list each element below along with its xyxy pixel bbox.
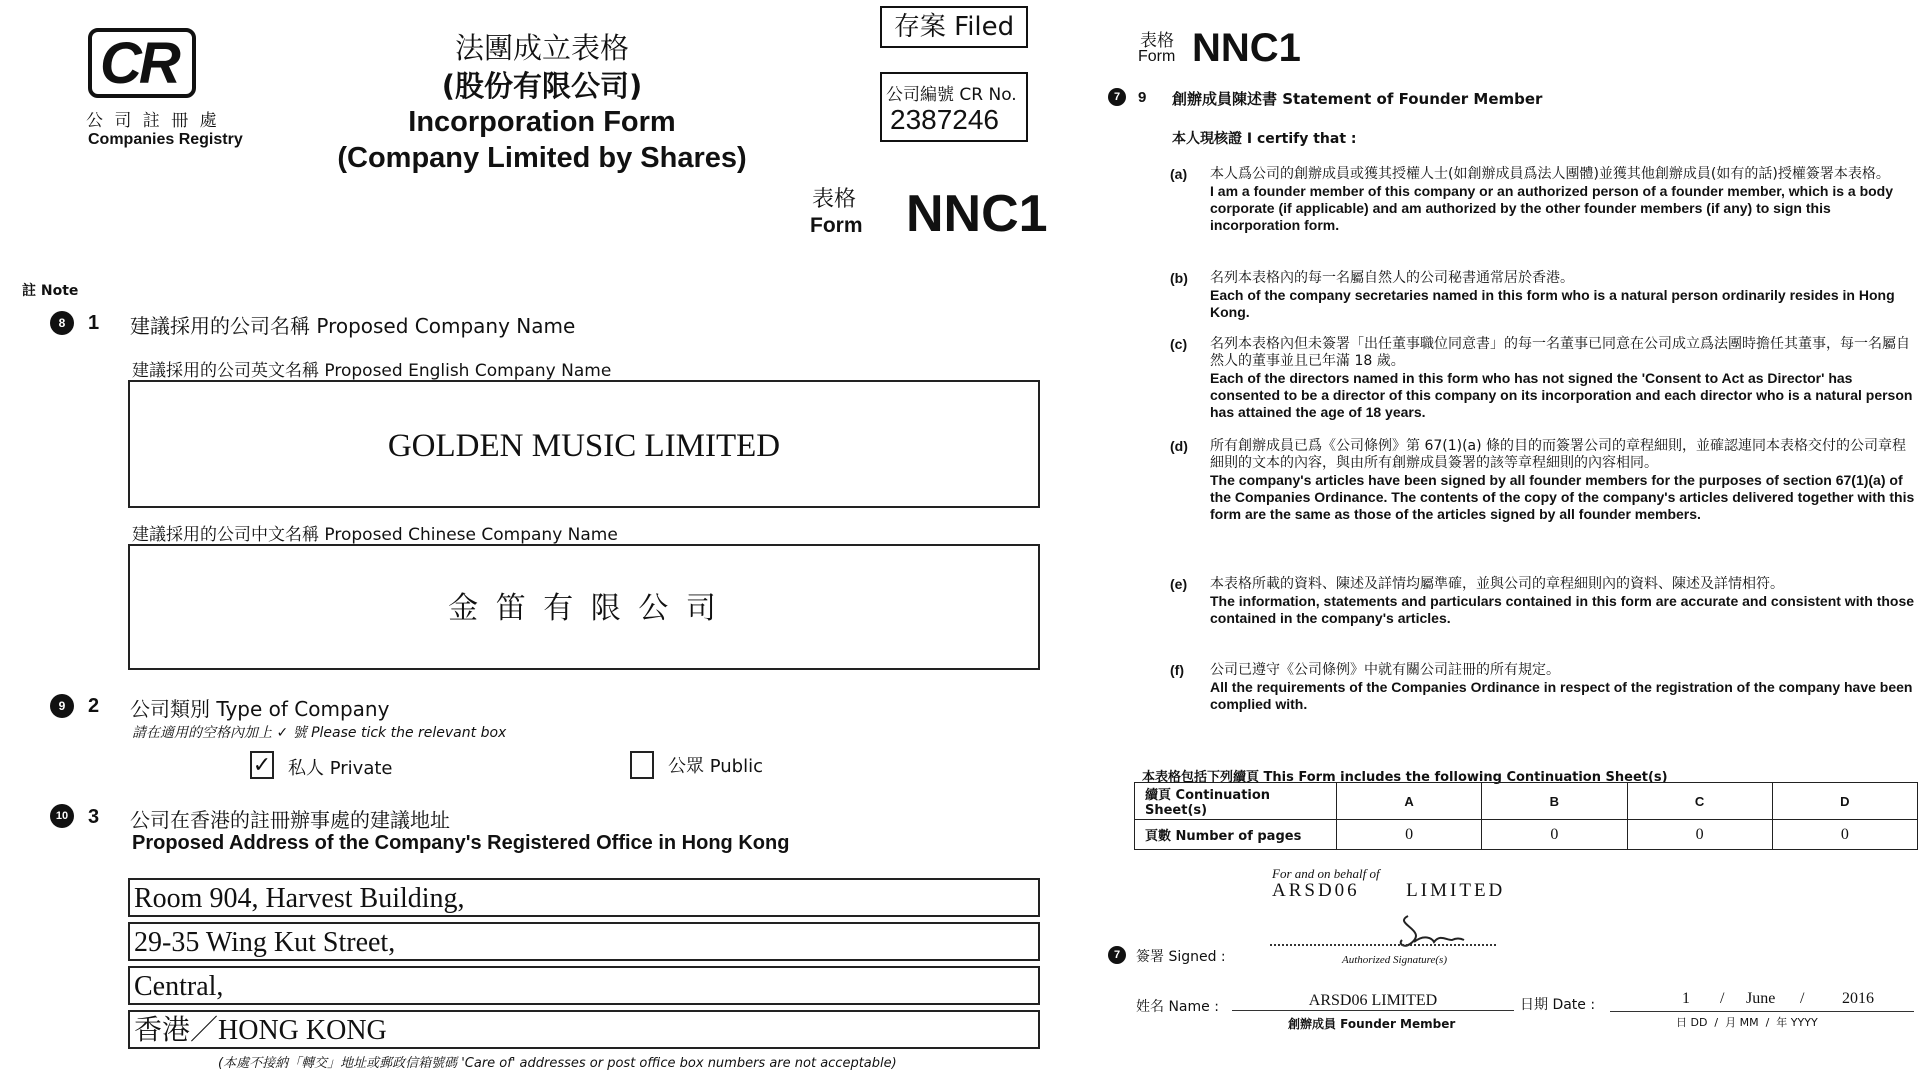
statement-item [1170, 576, 1918, 627]
title-english: Incorporation Form [408, 106, 676, 138]
note-badge-10: 10 [50, 804, 74, 828]
chinese-name-label: 建議採用的公司中文名稱 Proposed Chinese Company Name [132, 525, 618, 545]
statement-item-letter: (c) [1170, 336, 1188, 352]
section-9-number: 9 [1138, 89, 1147, 106]
form-code: NNC1 [906, 185, 1048, 243]
address-line-4: 香港／HONG KONG [128, 1010, 1040, 1049]
founder-member-caption: 創辦成員 Founder Member [1288, 1017, 1456, 1031]
statement-item-chinese: 所有創辦成員已爲《公司條例》第 67(1)(a) 條的目的而簽署公司的章程細則，並確認連同本表格交付的公司章程細則的文本的內容，與由所有創辦成員簽署的該等章程細則的內容相同。 [1210, 438, 1907, 471]
name-label: 姓名 Name : [1136, 999, 1219, 1015]
certify-text: 本人現核證 I certify that : [1172, 131, 1357, 147]
cr-logo-text: CR [100, 31, 178, 96]
cr-no-value: 2387246 [890, 104, 1000, 135]
cr-no-label: 公司編號 CR No. [886, 85, 1017, 105]
right-form-label-chinese: 表格 [1140, 31, 1174, 51]
public-label: 公眾 Public [668, 756, 763, 777]
english-name-value: GOLDEN MUSIC LIMITED [387, 428, 781, 464]
section-1-title-text: 建議採用的公司名稱 Proposed Company Name [130, 314, 576, 338]
cr-no-box [880, 72, 1028, 142]
address-line-1: Room 904, Harvest Building, [128, 878, 1040, 917]
private-check-mark: ✓ [252, 752, 272, 777]
pages-a: 0 [1337, 820, 1482, 850]
english-name-field [128, 380, 1040, 508]
section-3-number: 3 [88, 806, 100, 828]
public-checkbox[interactable] [630, 751, 654, 779]
cr-logo [88, 28, 196, 98]
section-9-title: 創辦成員陳述書 Statement of Founder Member [1172, 90, 1543, 108]
signed-label: 簽署 Signed : [1136, 949, 1226, 965]
statement-item-chinese: 本人爲公司的創辦成員或獲其授權人士(如創辦成員爲法人團體)並獲其他創辦成員(如有的話)授權簽署本表格。 [1210, 166, 1890, 182]
statement-item-english: All the requirements of the Companies Ordinance in respect of the registration of the company have been complied with. [1210, 679, 1913, 712]
statement-item-chinese: 名列本表格內但未簽署「出任董事職位同意書」的每一名董事已同意在公司成立爲法團時擔任其董事，每一名屬自然人的董事並且已年滿 18 歲。 [1210, 336, 1910, 369]
behalf-company: ARSD06 LIMITED [1272, 880, 1506, 901]
continuation-table [1134, 782, 1918, 850]
table-row [1135, 820, 1918, 850]
column-c: C [1627, 783, 1772, 820]
statement-item-letter: (a) [1170, 166, 1188, 182]
column-b: B [1482, 783, 1627, 820]
statement-item-chinese: 公司已遵守《公司條例》中就有關公司註冊的所有規定。 [1210, 662, 1560, 678]
note-label: 註 Note [22, 283, 79, 299]
private-checkbox[interactable] [250, 751, 274, 779]
signature-line [1270, 944, 1496, 946]
title-english-sub: (Company Limited by Shares) [337, 142, 747, 174]
filed-stamp-text: 存案 Filed [893, 12, 1015, 42]
statement-item [1170, 166, 1918, 234]
date-format-caption: 日 DD / 月 MM / 年 YYYY [1676, 1016, 1818, 1029]
statement-item-letter: (b) [1170, 270, 1188, 286]
continuation-row-label: 續頁 Continuation Sheet(s) [1135, 783, 1337, 820]
section-3-title-chinese: 公司在香港的註冊辦事處的建議地址 [130, 808, 450, 832]
address-line-3: Central, [128, 966, 1040, 1005]
date-label: 日期 Date : [1520, 997, 1596, 1013]
pages-c: 0 [1627, 820, 1772, 850]
note-badge-7-signature: 7 [1108, 946, 1126, 964]
form-label-chinese: 表格 [812, 187, 857, 212]
column-a: A [1337, 783, 1482, 820]
section-2-title: 公司類別 Type of Company [130, 697, 390, 721]
english-name-label: 建議採用的公司英文名稱 Proposed English Company Name [132, 361, 612, 381]
date-year: 2016 [1842, 990, 1874, 1007]
registry-english: Companies Registry [88, 131, 243, 148]
chinese-name-value: 金 笛 有 限 公 司 [448, 591, 720, 626]
authorized-signature-caption: Authorized Signature(s) [1342, 954, 1447, 966]
statement-item-chinese: 名列本表格內的每一名屬自然人的公司秘書通常居於香港。 [1210, 270, 1574, 286]
continuation-caption: 本表格包括下列續頁 This Form includes the following Continuation Sheet(s) [1142, 770, 1668, 785]
statement-item [1170, 336, 1918, 421]
private-label: 私人 Private [288, 758, 393, 779]
registry-chinese: 公 司 註 冊 處 [86, 111, 220, 131]
date-field: 1 / June / 2016 [1610, 990, 1914, 1012]
statement-item-letter: (f) [1170, 662, 1184, 678]
pages-d: 0 [1772, 820, 1917, 850]
note-badge-8: 8 [50, 311, 74, 335]
pages-b: 0 [1482, 820, 1627, 850]
statement-item-letter: (d) [1170, 438, 1188, 454]
right-form-code: NNC1 [1192, 26, 1301, 70]
section-2-instruction: 請在適用的空格內加上 ✓ 號 Please tick the relevant box [132, 725, 507, 741]
statement-item-english: Each of the directors named in this form who has not signed the 'Consent to Act as Director' has consented to be a director of this company on its incorporation and each director who is a natural person has attained the age of 18 years. [1210, 370, 1913, 420]
statement-item [1170, 438, 1918, 523]
statement-item-chinese: 本表格所載的資料、陳述及詳情均屬準確，並與公司的章程細則內的資料、陳述及詳情相符。 [1210, 576, 1784, 592]
section-1-title [130, 310, 575, 339]
statement-item-english: The information, statements and particulars contained in this form are accurate and consistent with those contained in the company's articles. [1210, 593, 1915, 626]
address-footnote: (本處不接納「轉交」地址或郵政信箱號碼 'Care of' addresses or post office box numbers are not acceptable) [218, 1056, 897, 1071]
pages-row-label: 頁數 Number of pages [1135, 820, 1337, 850]
date-day: 1 [1682, 990, 1690, 1007]
statement-item-english: The company's articles have been signed by all founder members for the purposes of section 67(1)(a) of the Companies Ordinance. The contents of the copy of the company's articles delivered together with this form are the same as those of the articles signed by all founder members. [1210, 472, 1915, 522]
title-chinese-sub: (股份有限公司) [441, 69, 643, 103]
filed-stamp [880, 6, 1028, 48]
section-3-title-english: Proposed Address of the Company's Registered Office in Hong Kong [132, 832, 790, 854]
statement-item [1170, 270, 1918, 321]
title-chinese: 法團成立表格 [454, 31, 629, 65]
statement-item-english: Each of the company secretaries named in this form who is a natural person ordinarily resides in Hong Kong. [1210, 287, 1895, 320]
section-1-number: 1 [88, 312, 100, 334]
name-value: ARSD06 LIMITED [1232, 992, 1514, 1011]
chinese-name-field [128, 544, 1040, 670]
form-label-english: Form [810, 214, 863, 237]
table-row [1135, 783, 1918, 820]
note-badge-7: 7 [1108, 88, 1126, 106]
section-2-number: 2 [88, 695, 100, 717]
address-line-2: 29-35 Wing Kut Street, [128, 922, 1040, 961]
right-form-label-english: Form [1138, 48, 1176, 65]
behalf-text: For and on behalf of [1272, 866, 1380, 881]
statement-item-letter: (e) [1170, 576, 1188, 592]
signature-mark [1390, 904, 1470, 954]
note-badge-9: 9 [50, 694, 74, 718]
date-month: June [1746, 990, 1776, 1007]
column-d: D [1772, 783, 1917, 820]
statement-item-english: I am a founder member of this company or an authorized person of a founder member, which is a body corporate (if applicable) and am authorized by the other founder members (if any) to sign this incorporation form. [1210, 183, 1894, 233]
statement-item [1170, 662, 1918, 713]
